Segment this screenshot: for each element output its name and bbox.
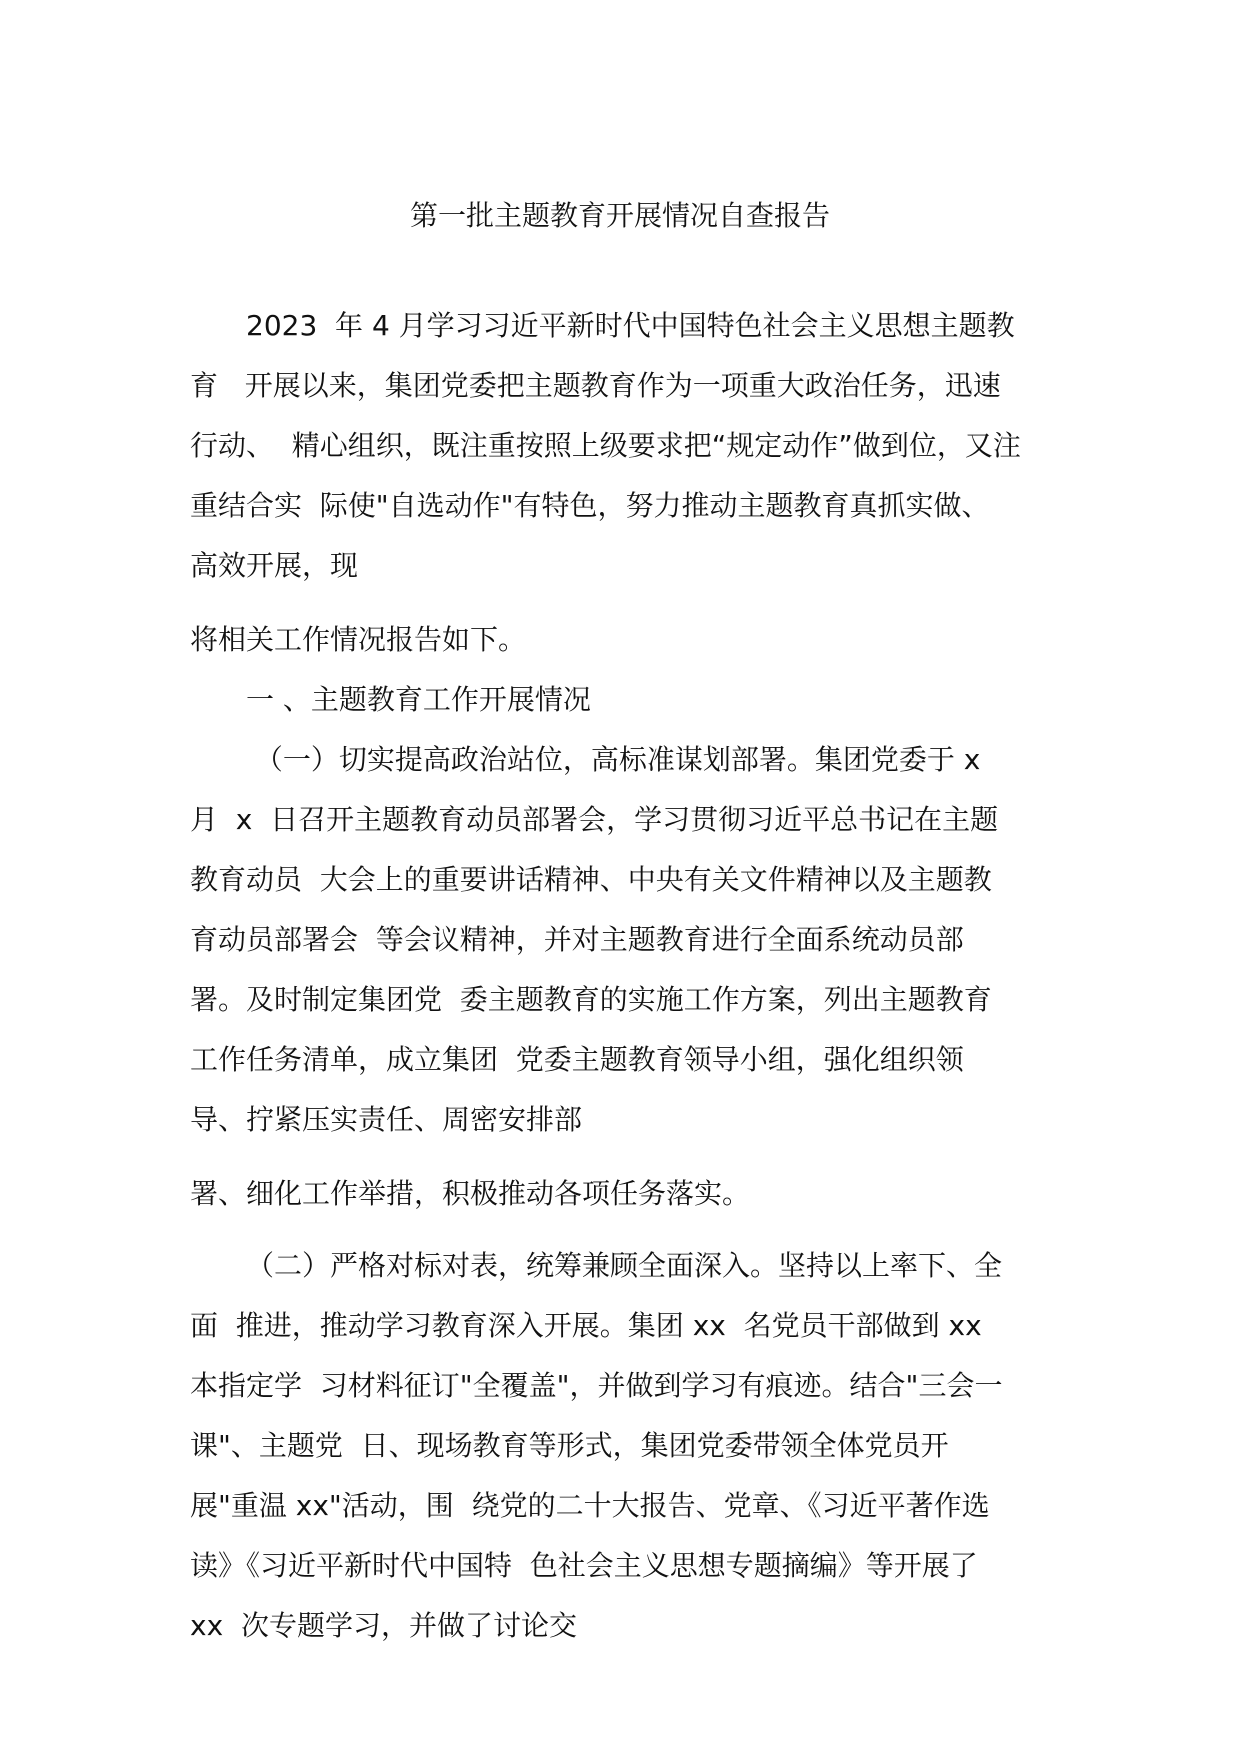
paragraph-line: 工作任务清单，成立集团 党委主题教育领导小组，强化组织领 (190, 1043, 964, 1076)
paragraph-line: 月 x 日召开主题教育动员部署会，学习贯彻习近平总书记在主题 (190, 803, 999, 836)
paragraph-line: 2023 年 4 月学习习近平新时代中国特色社会主义思想主题教 (246, 309, 1015, 342)
paragraph-line: 署。及时制定集团党 委主题教育的实施工作方案，列出主题教育 (190, 983, 992, 1016)
paragraph-line: 面 推进，推动学习教育深入开展。集团 xx 名党员干部做到 xx (190, 1309, 982, 1342)
paragraph-line: 行动、 精心组织，既注重按照上级要求把“规定动作”做到位，又注 (190, 429, 1021, 462)
paragraph-line: xx 次专题学习，并做了讨论交 (190, 1609, 577, 1642)
paragraph-1 (190, 296, 1060, 596)
paragraph-line: 重结合实 际使"自选动作"有特色，努力推动主题教育真抓实做、 (190, 489, 990, 522)
paragraph-3 (190, 730, 1060, 1150)
paragraph-line: 育动员部署会 等会议精神，并对主题教育进行全面系统动员部 (190, 923, 964, 956)
paragraph-line: 导、拧紧压实责任、周密安排部 (190, 1103, 583, 1136)
paragraph-line: （二）严格对标对表，统筹兼顾全面深入。坚持以上率下、全 (246, 1249, 1003, 1282)
paragraph-line: 将相关工作情况报告如下。 (190, 623, 527, 656)
paragraph-5 (190, 1236, 1060, 1656)
section-heading-1 (190, 670, 1060, 730)
paragraph-line: 课"、主题党 日、现场教育等形式，集团党委带领全体党员开 (190, 1429, 949, 1462)
paragraph-line: 本指定学 习材料征订"全覆盖"，并做到学习有痕迹。结合"三会一 (190, 1369, 1003, 1402)
paragraph-line: （一）切实提高政治站位，高标准谋划部署。集团党委于 x (246, 743, 981, 776)
paragraph-4 (190, 1164, 1060, 1224)
paragraph-line: 署、细化工作举措，积极推动各项任务落实。 (190, 1177, 751, 1210)
paragraph-line: 高效开展，现 (190, 549, 359, 582)
document-title: 第一批主题教育开展情况自查报告 (409, 199, 830, 232)
paragraph-2 (190, 610, 1060, 670)
paragraph-line: 教育动员 大会上的重要讲话精神、中央有关文件精神以及主题教 (190, 863, 992, 896)
paragraph-line: 读》《习近平新时代中国特 色社会主义思想专题摘编》等开展了 (190, 1549, 978, 1582)
section-heading: 一 、主题教育工作开展情况 (246, 683, 591, 716)
paragraph-line: 育 开展以来，集团党委把主题教育作为一项重大政治任务，迅速 (190, 369, 1001, 402)
paragraph-line: 展"重温 xx"活动，围 绕党的二十大报告、党章、《习近平著作选 (190, 1489, 990, 1522)
